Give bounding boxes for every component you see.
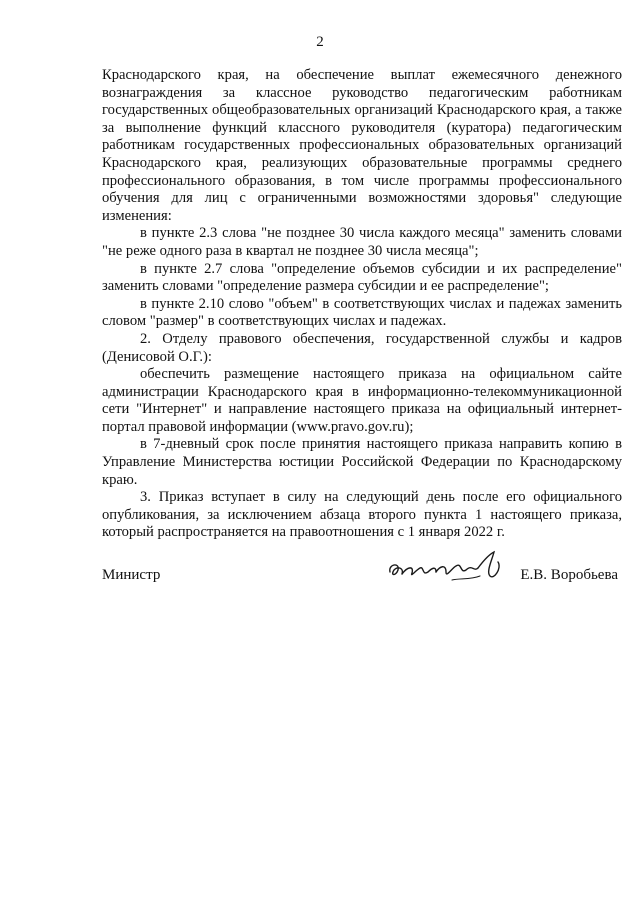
paragraph-continuation: Краснодарского края, на обеспечение выплат ежемесячного денежного вознаграждения за классное руководство педагогическим работникам государственных общеобразовательных организаций Краснодарского края, а также за выполнение функций классного руководителя (куратора) педагогическим работникам государственных профессиональных образовательных организаций Краснодарского края, реализующих образовательные программы среднего профессионального образования, в том числе программы профессионального обучения для лиц с ограниченными возможностями здоровья" следующие изменения:: [102, 67, 622, 224]
handwritten-signature: [386, 546, 516, 590]
paragraph-amendment-2-10: в пункте 2.10 слово "объем" в соответствующих числах и падежах заменить словом "размер" в соответствующих числах и падежах.: [102, 295, 622, 330]
paragraph-ministry-copy: в 7-дневный срок после принятия настоящего приказа направить копию в Управление Министерства юстиции Российской Федерации по Краснодарскому краю.: [102, 436, 622, 488]
paragraph-publication: обеспечить размещение настоящего приказа на официальном сайте администрации Краснодарского края в информационно-телекоммуникационной сети "Интернет" и направление настоящего приказа на официальный интернет-портал правовой информации (www.pravo.gov.ru);: [102, 366, 622, 435]
document-body: [102, 67, 622, 542]
paragraph-item-3: 3. Приказ вступает в силу на следующий день после его официального опубликования, за исключением абзаца второго пункта 1 настоящего приказа, который распространяется на правоотношения с 1 января 2022 г.: [102, 489, 622, 541]
signatory-name: Е.В. Воробьева: [520, 567, 618, 583]
page-number: 2: [316, 34, 324, 50]
signatory-position: Министр: [102, 567, 161, 583]
paragraph-amendment-2-3: в пункте 2.3 слова "не позднее 30 числа каждого месяца" заменить словами "не реже одного раза в квартал не позднее 30 числа месяца";: [102, 225, 622, 259]
paragraph-item-2: 2. Отделу правового обеспечения, государственной службы и кадров (Денисовой О.Г.):: [102, 330, 622, 365]
paragraph-amendment-2-7: в пункте 2.7 слова "определение объемов субсидии и их распределение" заменить словами "определение размера субсидии и ее распределение";: [102, 260, 622, 295]
